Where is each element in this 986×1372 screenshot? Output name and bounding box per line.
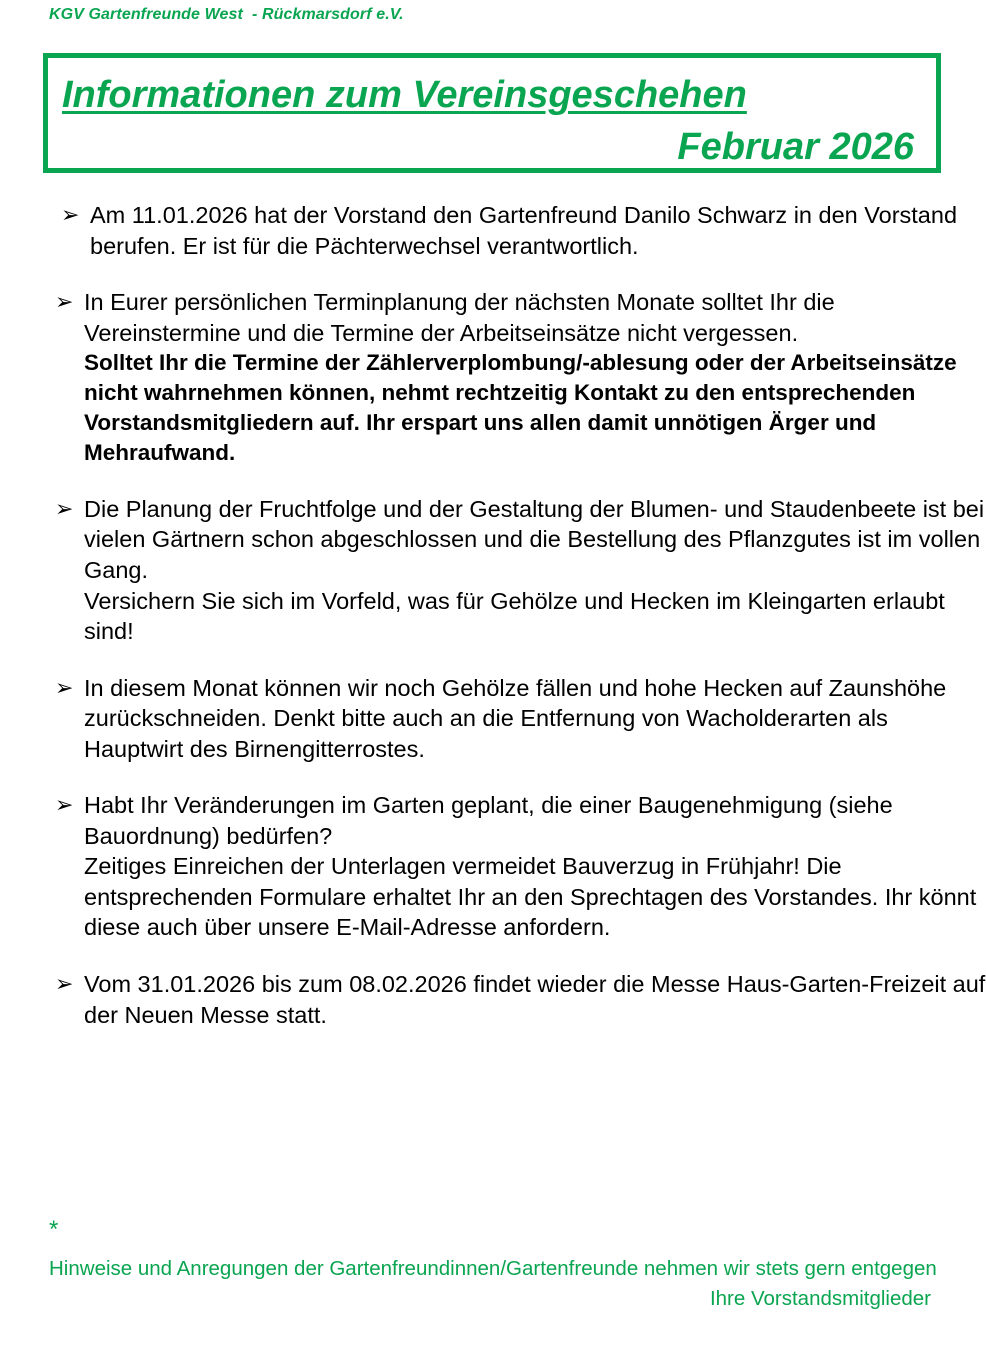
bullet-paragraph: In diesem Monat können wir noch Gehölze fällen und hohe Hecken auf Zaunshöhe zurückschneiden. Denkt bitte auch an die Entfernung von Wacholderarten als Hauptwirt des Birnengitterrostes.: [84, 674, 947, 762]
arrow-bullet-icon: ➢: [55, 289, 74, 315]
bullet-paragraph: Die Planung der Fruchtfolge und der Gestaltung der Blumen- und Staudenbeete ist bei vielen Gärtnern schon abgeschlossen und die Bestellung des Pflanzgutes ist im vollen Gang.: [84, 495, 985, 583]
page-subtitle-month: Februar 2026: [677, 125, 914, 168]
bullet-paragraph: Habt Ihr Veränderungen im Garten geplant, die einer Baugenehmigung (siehe Bauordnung) bedürfen?: [84, 792, 893, 849]
bullet-item-terminplanung: [0, 287, 986, 468]
bullet-paragraph: Solltet Ihr die Termine der Zählerverplombung/-ablesung oder der Arbeitseinsätze nicht wahrnehmen können, nehmt rechtzeitig Kontakt zu den entsprechenden Vorstandsmitgliedern auf. Ihr erspart uns allen damit unnötigen Ärger und Mehraufwand.: [84, 350, 957, 465]
bullet-paragraph: Zeitiges Einreichen der Unterlagen vermeidet Bauverzug in Frühjahr! Die entsprechenden Formulare erhaltet Ihr an den Sprechtagen des Vorstandes. Ihr könnt diese auch über unsere E-Mail-Adresse anfordern.: [84, 853, 977, 941]
bullet-item-baugenehmigung: [0, 790, 986, 943]
arrow-bullet-icon: ➢: [61, 202, 80, 227]
arrow-bullet-icon: ➢: [55, 792, 74, 818]
title-box: [43, 53, 941, 173]
arrow-bullet-icon: ➢: [55, 495, 74, 521]
bullet-paragraph: Vom 31.01.2026 bis zum 08.02.2026 findet wieder die Messe Haus-Garten-Freizeit auf der Neuen Messe statt.: [84, 970, 986, 1028]
bullet-item-fruchtfolge: [0, 494, 986, 647]
bullet-list: [0, 200, 986, 1056]
footer-message-line-2: Ihre Vorstandsmitglieder: [709, 1286, 931, 1310]
bullet-paragraph: In Eurer persönlichen Terminplanung der nächsten Monate solltet Ihr die Vereinstermine und die Termine der Arbeitseinsätze nicht vergessen.: [84, 289, 835, 346]
club-name-header: KGV Gartenfreunde West - Rückmarsdorf e.V.: [49, 6, 404, 23]
bullet-item-gehoelze-faellen: [0, 673, 986, 765]
arrow-bullet-icon: ➢: [55, 674, 74, 700]
footer-separator: *: [49, 1218, 59, 1242]
bullet-item-vorstand-berufung: [0, 200, 986, 261]
title-box-inner: [48, 58, 936, 173]
footer-message-line-1: Hinweise und Anregungen der Gartenfreundinnen/Gartenfreunde nehmen wir stets gern entgegen: [49, 1257, 937, 1280]
page-title: Informationen zum Vereinsgeschehen: [62, 74, 747, 116]
bullet-paragraph: Am 11.01.2026 hat der Vorstand den Gartenfreund Danilo Schwarz in den Vorstand berufen. Er ist für die Pächterwechsel verantwortlich.: [90, 202, 958, 259]
arrow-bullet-icon: ➢: [55, 970, 74, 996]
bullet-paragraph: Versichern Sie sich im Vorfeld, was für Gehölze und Hecken im Kleingarten erlaubt sind!: [84, 587, 945, 645]
bullet-item-messe: [0, 969, 986, 1030]
footer-message: [49, 1254, 937, 1313]
